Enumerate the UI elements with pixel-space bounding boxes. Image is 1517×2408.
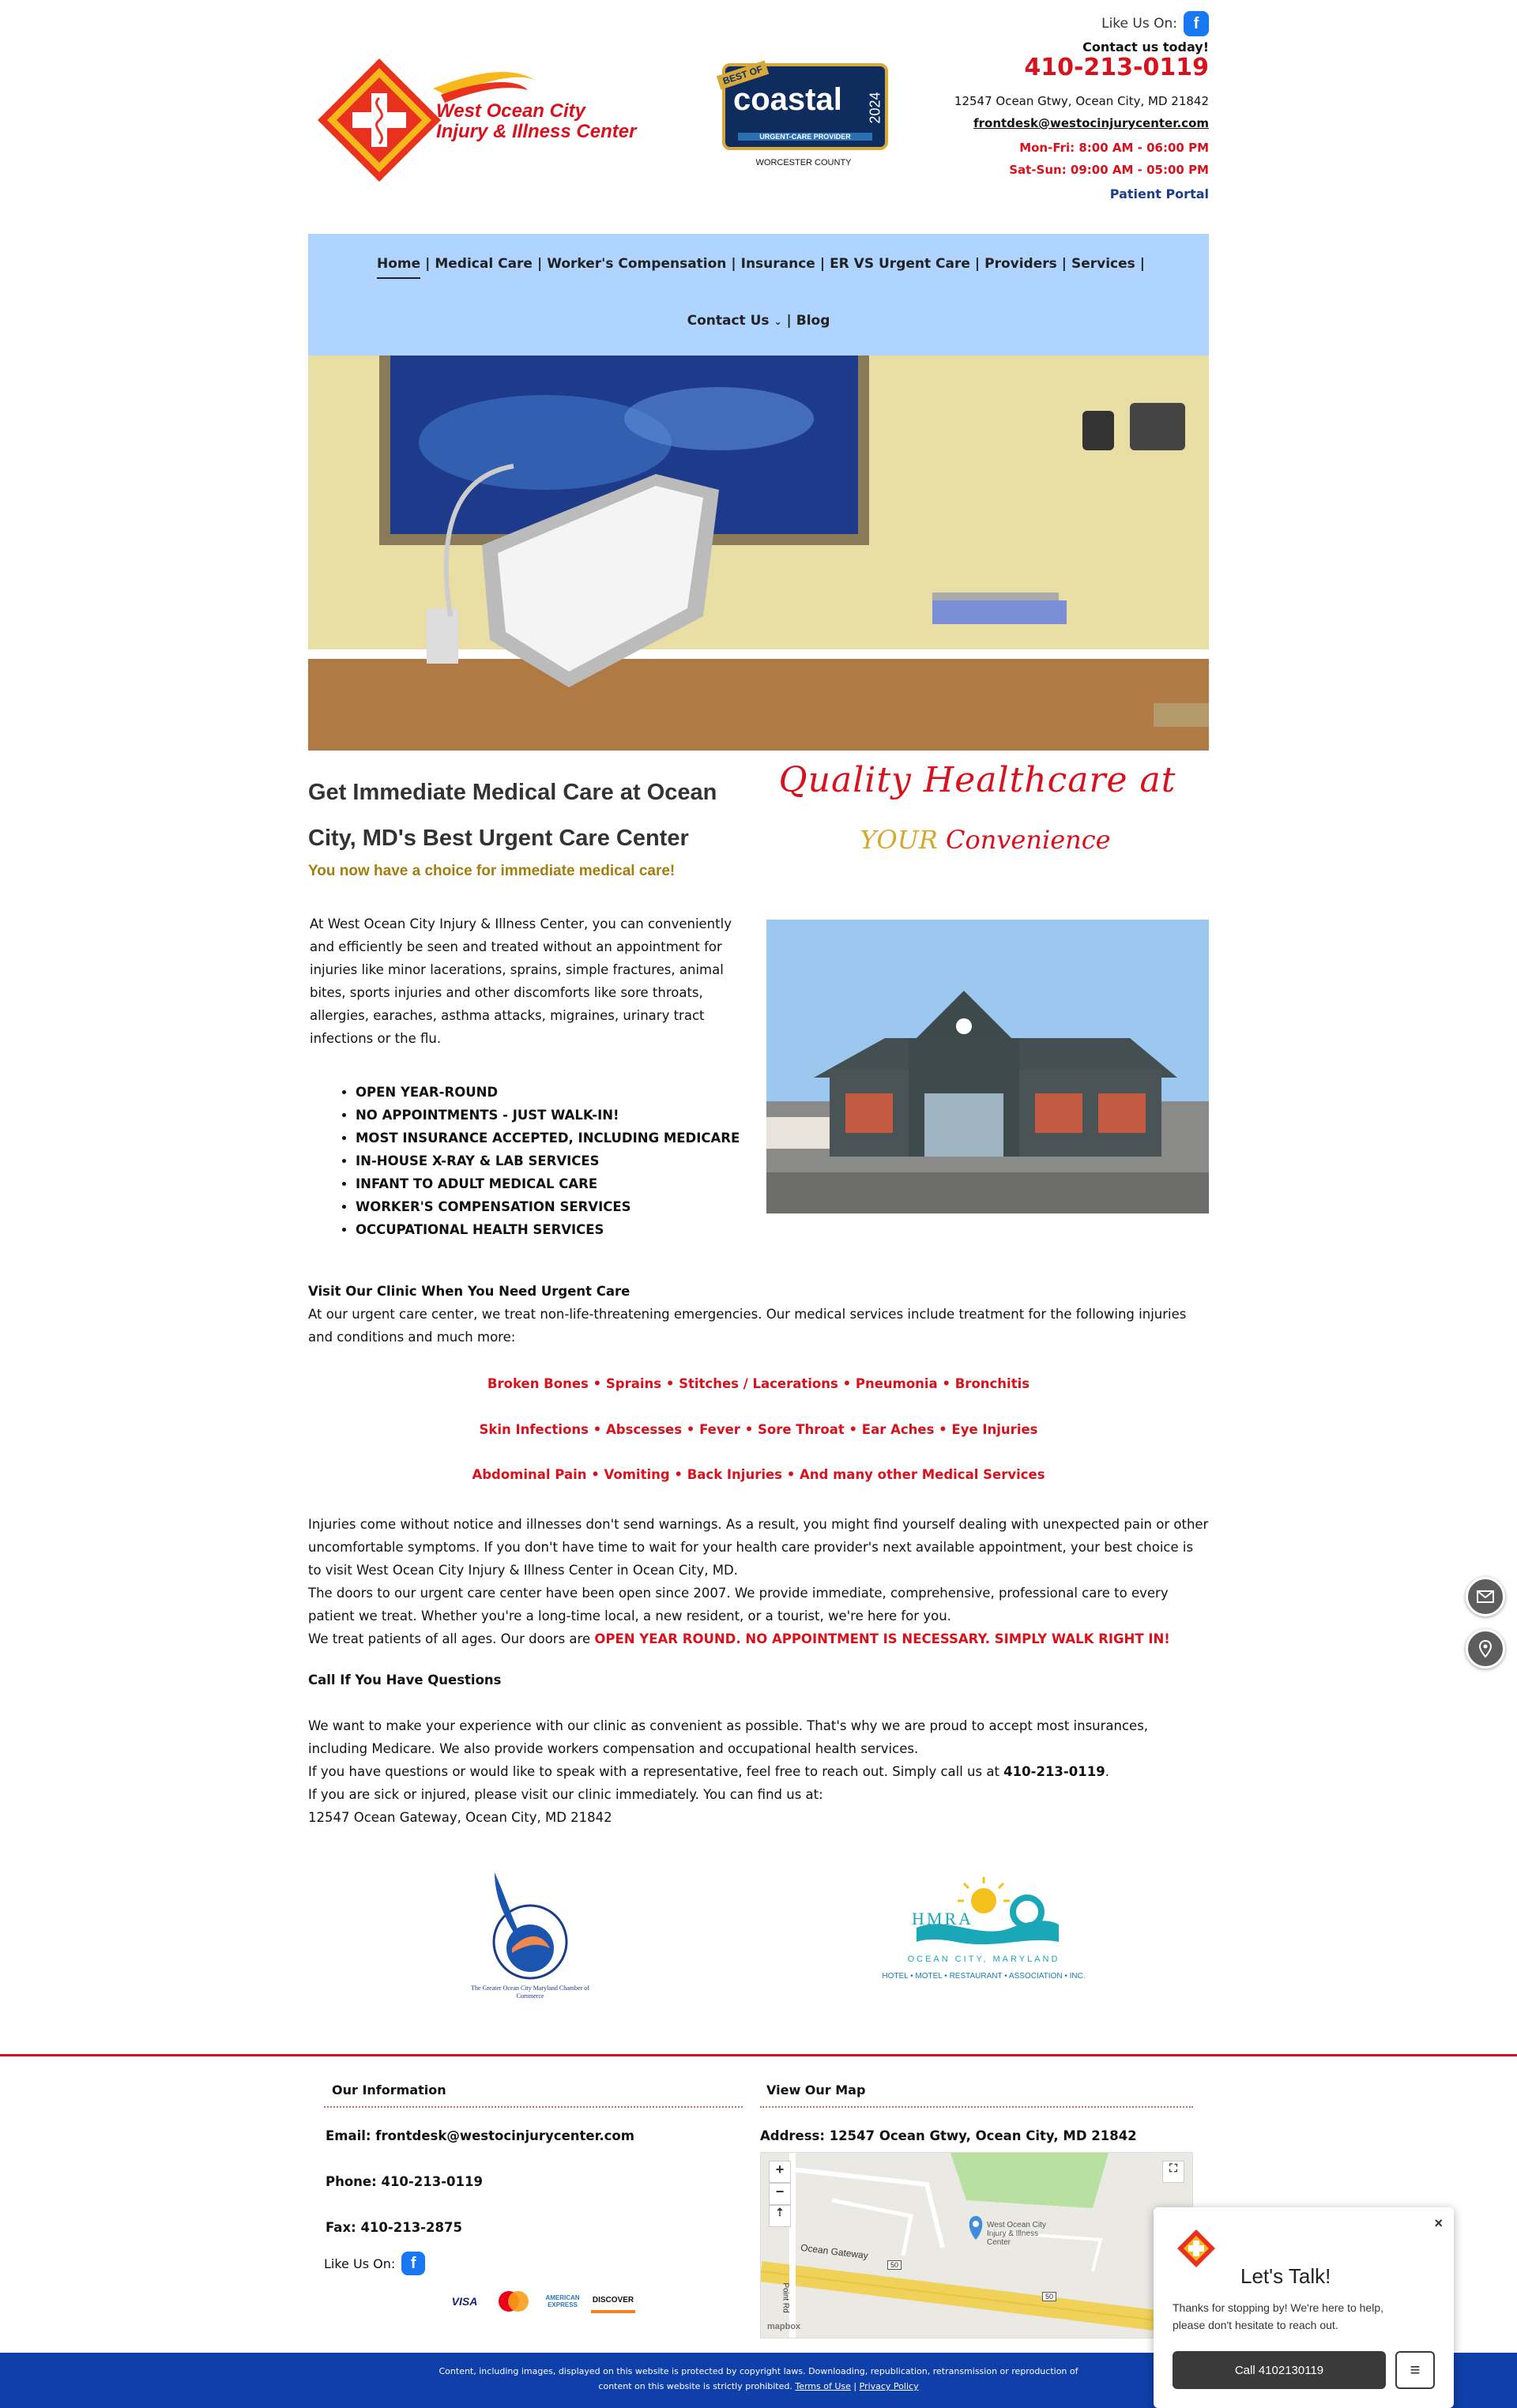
chat-avatar-logo	[1173, 2226, 1229, 2283]
chat-call-button[interactable]: Call 4102130119	[1173, 2351, 1386, 2389]
call-p2-end: .	[1105, 1764, 1109, 1779]
nav-insurance[interactable]: Insurance	[740, 256, 815, 272]
call-paragraph-2	[308, 1760, 1209, 1783]
email-float-button[interactable]	[1466, 1577, 1505, 1616]
location-map[interactable]	[760, 2152, 1193, 2338]
zoom-in-button[interactable]: +	[769, 2161, 791, 2183]
hours-weekend: Sat-Sun: 09:00 AM - 05:00 PM	[1009, 163, 1209, 177]
header-contact	[877, 11, 1209, 201]
convenience-word: Convenience	[945, 825, 1111, 855]
copyright-text: Content, including images, displayed on this website is protected by copyright laws. Downloading, republication, retransmission or reproduction of content on this website is strictly prohibited. Terms of Use | Privacy Policy	[439, 2366, 1078, 2391]
header-address: 12547 Ocean Gtwy, Ocean City, MD 21842	[954, 94, 1209, 108]
nav-contact-us-label: Contact Us	[687, 313, 770, 329]
hmra-tagline: HOTEL • MOTEL • RESTAURANT • ASSOCIATION • INC.	[882, 1972, 1086, 1981]
chamber-text: The Greater Ocean City Maryland Chamber of Commerce	[471, 1985, 589, 2000]
mastercard-icon	[493, 2289, 534, 2313]
copyright-notice: Content, including images, displayed on this website is protected by copyright laws. Downloading, republication, retransmission or reproduction of content on this website is strictly prohibited.	[439, 2366, 1078, 2391]
nav-separator: |	[974, 256, 981, 272]
badge-category: URGENT-CARE PROVIDER	[738, 133, 872, 141]
quality-healthcare-heading: Quality Healthcare at	[778, 760, 1176, 800]
footer-email	[326, 2128, 634, 2143]
about-paragraph-2: The doors to our urgent care center have been open since 2007. We provide immediate, comprehensive, professional care to every patient we treat. Whether you're a long-time local, a new resident, or a tourist, we're here for you.	[308, 1586, 1169, 1624]
envelope-icon	[1477, 1590, 1494, 1603]
map-route-shield: 50	[1042, 2292, 1056, 2301]
phone-label: Phone:	[326, 2174, 382, 2189]
logo-line-1: West Ocean City	[436, 100, 585, 122]
nav-separator: |	[536, 256, 543, 272]
call-p2-text: If you have questions or would like to speak with a representative, feel free to reach out. Simply call us at	[308, 1764, 1004, 1779]
privacy-link[interactable]: Privacy Policy	[859, 2381, 919, 2391]
footer-address: Address: 12547 Ocean Gtwy, Ocean City, MD 21842	[760, 2128, 1137, 2143]
map-poi-label: West Ocean City Injury & Illness Center	[987, 2221, 1046, 2247]
nav-separator: |	[786, 313, 792, 329]
map-pin-icon	[1479, 1640, 1492, 1657]
fax-label: Fax:	[326, 2220, 361, 2235]
footer-like-row	[324, 2252, 425, 2275]
chat-menu-icon[interactable]: ≡	[1395, 2351, 1435, 2389]
email-label: Email:	[326, 2128, 376, 2143]
services-line-1: Broken Bones • Sprains • Stitches / Lacerations • Pneumonia • Bronchitis	[487, 1376, 1030, 1391]
features-list	[356, 1081, 740, 1241]
your-word: YOUR	[860, 825, 938, 855]
nav-separator: |	[1061, 256, 1067, 272]
hero-exam-room-image	[308, 356, 1209, 751]
about-paragraph-3	[308, 1627, 1209, 1650]
chevron-down-icon: ⌄	[774, 316, 782, 327]
fullscreen-icon[interactable]: ⛶	[1162, 2161, 1184, 2183]
clinic-building-image	[766, 920, 1209, 1213]
about-p3-text: We treat patients of all ages. Our doors are	[308, 1631, 595, 1646]
chat-title: Let's Talk!	[1240, 2264, 1331, 2288]
badge-county: WORCESTER COUNTY	[755, 158, 852, 167]
visit-heading: Visit Our Clinic When You Need Urgent Care	[308, 1284, 631, 1299]
nav-separator: |	[731, 256, 736, 272]
chat-widget	[1154, 2207, 1454, 2408]
footer-fax	[326, 2220, 462, 2235]
nav-contact-us[interactable]	[683, 313, 787, 329]
map-heading-rule	[760, 2106, 1193, 2108]
list-item: • NO APPOINTMENTS - JUST WALK-IN!	[356, 1104, 740, 1127]
facebook-icon[interactable]: f	[401, 2252, 425, 2275]
patient-portal-link[interactable]: Patient Portal	[1109, 186, 1209, 201]
location-float-button[interactable]	[1466, 1629, 1505, 1669]
footer-divider	[0, 2054, 1517, 2056]
page-heading: Get Immediate Medical Care at Ocean City, MD's Best Urgent Care Center	[308, 780, 717, 851]
nav-providers[interactable]: Providers	[984, 256, 1057, 272]
visit-text: At our urgent care center, we treat non-life-threatening emergencies. Our medical services include treatment for the following injuries and conditions and much more:	[308, 1307, 1187, 1345]
map-attribution[interactable]: mapbox	[767, 2322, 801, 2331]
hmra-title: HMRA	[912, 1909, 974, 1928]
main-nav	[308, 234, 1209, 356]
list-item: • OPEN YEAR-ROUND	[356, 1081, 740, 1104]
logo-line-2: Injury & Illness Center	[436, 121, 637, 142]
logo-title	[436, 101, 636, 142]
amex-icon: AMERICAN EXPRESS	[545, 2294, 580, 2308]
facebook-icon[interactable]: f	[1184, 11, 1209, 36]
payment-cards	[444, 2289, 635, 2313]
your-convenience-heading	[760, 825, 1210, 855]
site-logo[interactable]	[314, 57, 694, 183]
terms-link[interactable]: Terms of Use	[795, 2381, 851, 2391]
services-line-3: Abdominal Pain • Vomiting • Back Injuries • And many other Medical Services	[472, 1467, 1045, 1482]
footer-email-link[interactable]: frontdesk@westocinjurycenter.com	[375, 2128, 634, 2143]
nav-separator: |	[1139, 256, 1145, 272]
nav-separator: |	[819, 256, 826, 272]
list-item: • MOST INSURANCE ACCEPTED, INCLUDING MEDICARE	[356, 1127, 740, 1149]
about-paragraph-1: Injuries come without notice and illnesses don't send warnings. As a result, you might find yourself dealing with unexpected pain or other uncomfortable symptoms. If you don't have time to wait for your health care provider's next available appointment, your best choice is to visit West Ocean City Injury & Illness Center in Ocean City, MD.	[308, 1517, 1209, 1578]
about-section	[308, 1513, 1209, 1650]
visa-icon: VISA	[451, 2295, 478, 2308]
walk-in-notice: OPEN YEAR ROUND. NO APPOINTMENT IS NECESSARY. SIMPLY WALK RIGHT IN!	[594, 1631, 1170, 1646]
list-item: • WORKER'S COMPENSATION SERVICES	[356, 1195, 740, 1218]
badge-best-of: BEST OF	[717, 61, 769, 90]
header-phone-link[interactable]: 410-213-0119	[1024, 54, 1209, 81]
badge-year: 2024	[867, 92, 883, 124]
footer-phone	[326, 2174, 483, 2189]
nav-workers-compensation[interactable]: Worker's Compensation	[547, 256, 727, 272]
badge-brand: coastal	[733, 82, 842, 117]
nav-separator: |	[425, 256, 431, 272]
contact-today: Contact us today!	[1082, 40, 1209, 55]
list-item: • INFANT TO ADULT MEDICAL CARE	[356, 1172, 740, 1195]
info-heading-rule	[324, 2106, 743, 2108]
compass-icon[interactable]: ⇡	[769, 2205, 791, 2227]
zoom-out-button[interactable]: −	[769, 2183, 791, 2205]
like-us-label: Like Us On:	[1101, 16, 1177, 32]
visit-clinic-section	[308, 1280, 1209, 1349]
header-email-link[interactable]: frontdesk@westocinjurycenter.com	[973, 116, 1209, 130]
header-like-row	[877, 11, 1209, 36]
nav-row-1	[308, 256, 1209, 272]
call-paragraph-3: If you are sick or injured, please visit our clinic immediately. You can find us at:	[308, 1787, 823, 1802]
nav-row-2	[308, 313, 1209, 329]
services-line-2: Skin Infections • Abscesses • Fever • Sore Throat • Ear Aches • Eye Injuries	[479, 1422, 1038, 1437]
chamber-of-commerce-logo[interactable]	[471, 1866, 589, 2005]
footer-like-label: Like Us On:	[324, 2256, 396, 2271]
fax-value: 410-213-2875	[360, 2220, 462, 2235]
hmra-subtitle: OCEAN CITY, MARYLAND	[907, 1955, 1060, 1964]
hours-weekday: Mon-Fri: 8:00 AM - 06:00 PM	[1019, 141, 1209, 155]
intro-paragraph: At West Ocean City Injury & Illness Center, you can conveniently and efficiently be seen and treated without an appointment for injuries like minor lacerations, sprains, simple fractures, animal bites, sports injuries and other discomforts like sore throats, allergies, earaches, asthma attacks, migraines, urinary tract infections or the flu.	[310, 916, 732, 1046]
nav-blog[interactable]: Blog	[796, 313, 830, 329]
best-of-coastal-badge	[714, 52, 893, 172]
nav-services[interactable]: Services	[1071, 256, 1135, 272]
map-road-label: Ocean Gateway	[800, 2241, 869, 2262]
call-paragraph-1: We want to make your experience with our clinic as convenient as possible. That's why we are proud to accept most insurances, including Medicare. We also provide workers compensation and occupational health services.	[308, 1718, 1149, 1756]
chat-close-icon[interactable]: ×	[1434, 2215, 1443, 2231]
call-section	[308, 1714, 1209, 1829]
list-item: • OCCUPATIONAL HEALTH SERVICES	[356, 1218, 740, 1241]
nav-er-vs-urgent-care[interactable]: ER VS Urgent Care	[830, 256, 970, 272]
view-map-heading: View Our Map	[766, 2083, 866, 2098]
call-heading: Call If You Have Questions	[308, 1672, 502, 1687]
call-phone-link[interactable]: 410-213-0119	[1003, 1764, 1105, 1779]
clinic-address: 12547 Ocean Gateway, Ocean City, MD 21842	[308, 1810, 612, 1825]
map-side-road-label: Point Rd	[781, 2282, 790, 2313]
hmra-logo[interactable]	[861, 1872, 1106, 1991]
discover-icon: DISCOVER	[591, 2289, 635, 2313]
nav-home[interactable]: Home	[372, 256, 425, 272]
footer-phone-link[interactable]: 410-213-0119	[381, 2174, 483, 2189]
chat-message: Thanks for stopping by! We're here to help, please don't hesitate to reach out.	[1173, 2301, 1384, 2331]
nav-medical-care[interactable]: Medical Care	[435, 256, 533, 272]
page-subheading: You now have a choice for immediate medical care!	[308, 863, 676, 879]
our-information-heading: Our Information	[332, 2083, 446, 2098]
list-item: • IN-HOUSE X-RAY & LAB SERVICES	[356, 1149, 740, 1172]
map-route-shield: 50	[887, 2260, 902, 2270]
